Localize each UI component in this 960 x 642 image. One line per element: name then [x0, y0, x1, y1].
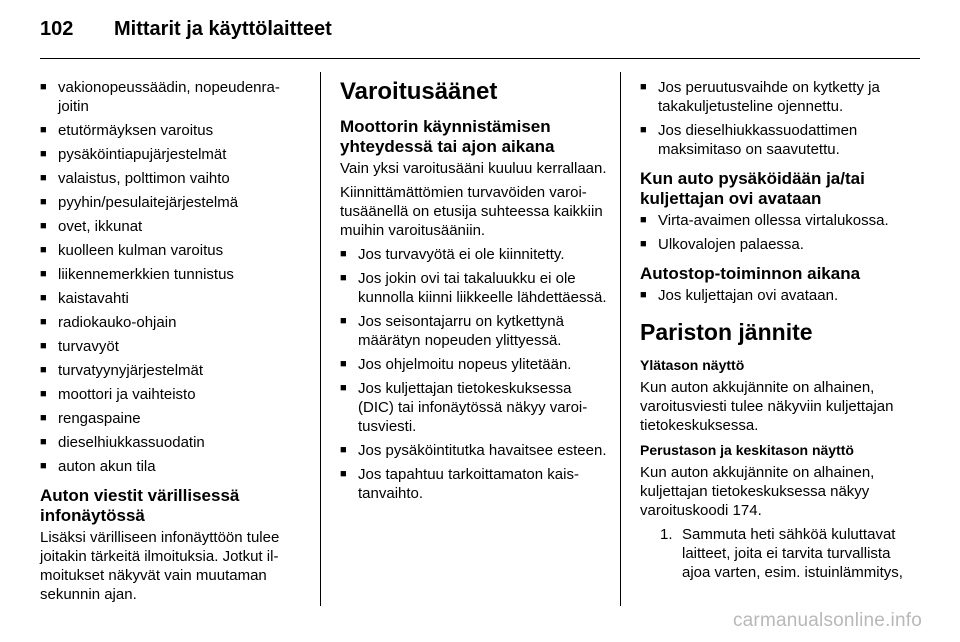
column-2 [340, 78, 608, 508]
paragraph: Kiinnittämättömien turvavöiden varoitusäänellä on etusija suhteessa kaikkiin muihin varoitusääniin. [340, 184, 603, 239]
subheading-basic-display: Perustason ja keskitason näyttö [640, 442, 854, 458]
list-item: ■ dieselhiukkassuodatin [40, 433, 302, 452]
chime-conditions-list [340, 245, 608, 503]
autostop-conditions-list [640, 286, 922, 305]
list-item: ■ Jos turvavyötä ei ole kiinnitetty. [340, 245, 608, 264]
list-item: ■ Jos seisontajarru on kytkettynä määrätyn nopeuden ylittyessä. [340, 312, 608, 350]
step-item [660, 525, 922, 582]
section-paragraph: Lisäksi värilliseen infonäyttöön tulee joitakin tärkeitä ilmoituksia. Jotkut ilmoitukset näkyvät vain muutaman sekunnin ajan. [40, 529, 280, 603]
list-item: ■ valaistus, polttimon vaihto [40, 169, 302, 188]
page-number: 102 [40, 18, 74, 40]
list-item: ■ etutörmäyksen varoitus [40, 121, 302, 140]
section-title-warning-chimes: Varoitusäänet [340, 78, 498, 105]
column-3 [640, 78, 922, 582]
section-heading-color-display: Auton viestit värillisessä infonäytössä [40, 486, 240, 525]
list-item: ■ turvatyynyjärjestelmät [40, 361, 302, 380]
subheading-autostop: Autostop-toiminnon aikana [640, 264, 861, 283]
subheading-upper-display: Ylätason näyttö [640, 357, 745, 373]
step-number: 1. [660, 526, 673, 543]
list-item: ■ rengaspaine [40, 409, 302, 428]
warning-systems-list [40, 78, 302, 476]
list-item: ■ pyyhin/pesulaitejärjestelmä [40, 193, 302, 212]
list-item: ■ Ulkovalojen palaessa. [640, 235, 922, 254]
list-item: ■ liikennemerkkien tunnistus [40, 265, 302, 284]
list-item: ■ pysäköintiapujärjestelmät [40, 145, 302, 164]
list-item: ■ Jos pysäköintitutka havaitsee esteen. [340, 441, 608, 460]
chime-conditions-list-continued [640, 78, 922, 159]
subheading-engine-start: Moottorin käynnistämisen yhteydessä tai ajon aikana [340, 117, 555, 156]
page-header [40, 18, 920, 58]
header-rule [40, 58, 920, 59]
watermark: carmanualsonline.info [732, 610, 922, 631]
list-item: ■ Virta-avaimen ollessa virtalukossa. [640, 211, 922, 230]
list-item: ■ vakionopeussäädin, nopeudenrajoitin [40, 78, 302, 116]
subheading-parked: Kun auto pysäköidään ja/tai kuljettajan ovi avataan [640, 169, 865, 208]
parked-conditions-list [640, 211, 922, 254]
list-item: ■ Jos peruutusvaihde on kytketty ja takakuljetusteline ojennettu. [640, 78, 922, 116]
list-item: ■ kuolleen kulman varoitus [40, 241, 302, 260]
list-item: ■ Jos ohjelmoitu nopeus ylitetään. [340, 355, 608, 374]
list-item: ■ radiokauko-ohjain [40, 313, 302, 332]
list-item: ■ kaistavahti [40, 289, 302, 308]
column-divider [620, 72, 621, 606]
list-item: ■ Jos tapahtuu tarkoittamaton kaistanvaihto. [340, 465, 608, 503]
paragraph: Kun auton akkujännite on alhainen, kuljettajan tietokeskuksessa näkyy varoituskoodi 174. [640, 464, 875, 519]
paragraph: Kun auton akkujännite on alhainen, varoitusviesti tulee näkyviin kuljettajan tietokeskuksessa. [640, 379, 894, 434]
chapter-title: Mittarit ja käyttölaitteet [114, 18, 332, 40]
list-item: ■ Jos dieselhiukkassuodattimen maksimitaso on saavutettu. [640, 121, 922, 159]
column-1 [40, 78, 302, 609]
list-item: ■ Jos jokin ovi tai takaluukku ei ole kunnolla kiinni liikkeelle lähdettäessä. [340, 269, 608, 307]
list-item: ■ auton akun tila [40, 457, 302, 476]
steps-list [640, 525, 922, 582]
paragraph: Vain yksi varoitusääni kuuluu kerrallaan. [340, 160, 607, 177]
list-item: ■ ovet, ikkunat [40, 217, 302, 236]
list-item: ■ Jos kuljettajan ovi avataan. [640, 286, 922, 305]
section-title-battery-voltage: Pariston jännite [640, 319, 813, 345]
column-divider [320, 72, 321, 606]
list-item: ■ turvavyöt [40, 337, 302, 356]
step-text: Sammuta heti sähköä kuluttavat laitteet, joita ei tarvita turvallista ajoa varten, esim. istuinlämmitys, [682, 526, 903, 581]
list-item: ■ Jos kuljettajan tietokeskuksessa (DIC) tai infonäytössä näkyy varoitusviesti. [340, 379, 608, 436]
list-item: ■ moottori ja vaihteisto [40, 385, 302, 404]
